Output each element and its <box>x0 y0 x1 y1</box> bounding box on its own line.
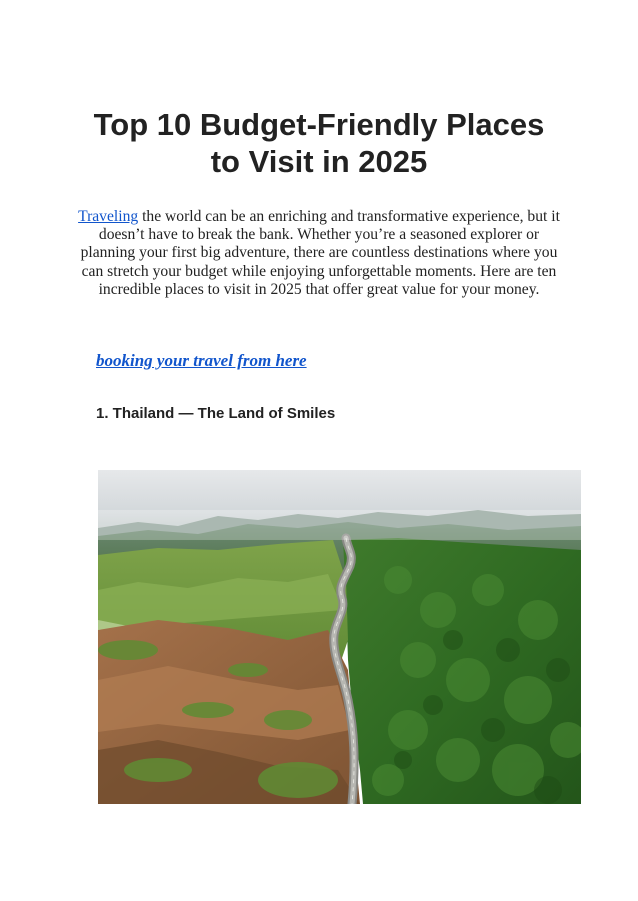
intro-text: the world can be an enriching and transformative experience, but it doesn’t have to break the bank. Whether you’re a seasoned explorer or planning your first big adventure, there are countless destinations where you can stretch your budget while enjoying unforgettable moments. Here are ten incredible places to visit in 2025 that offer great value for your money. <box>80 208 560 298</box>
intro-paragraph <box>70 208 568 299</box>
landscape-illustration <box>98 470 581 804</box>
traveling-link[interactable]: Traveling <box>78 208 139 225</box>
thailand-landscape-image <box>98 470 581 804</box>
title-line-1: Top 10 Budget-Friendly Places <box>93 107 545 142</box>
title-line-2: to Visit in 2025 <box>210 144 428 179</box>
booking-travel-link[interactable]: booking your travel from here <box>96 351 307 370</box>
page-title <box>40 106 598 180</box>
section-heading-thailand: 1. Thailand — The Land of Smiles <box>96 405 336 422</box>
